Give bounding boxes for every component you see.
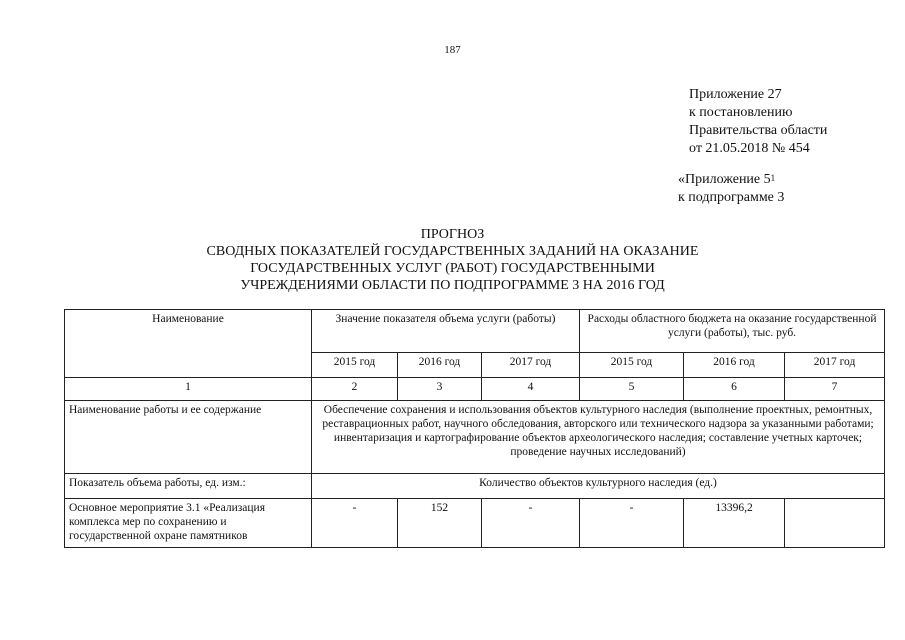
activity-value: 152 [398,499,482,548]
sub-appendix-superscript: 1 [770,173,776,183]
header-name: Наименование [65,310,312,378]
document-title [0,226,905,294]
appendix-line-1: Приложение 27 [689,87,782,102]
activity-name: Основное мероприятие 3.1 «Реализация комплекса мер по сохранению и государственной охране памятников [65,499,312,548]
table-row-work [65,401,885,474]
title-line-1: ПРОГНОЗ [420,227,485,242]
sub-appendix-block [678,171,784,207]
column-number: 6 [684,378,785,401]
table-column-numbers-row [65,378,885,401]
activity-value: - [312,499,398,548]
column-number: 7 [785,378,885,401]
year-cell: 2016 год [684,353,785,378]
appendix-line-4: от 21.05.2018 № 454 [689,141,810,156]
sub-appendix-line-2: к подпрограмме 3 [678,190,785,205]
work-content: Обеспечение сохранения и использования объектов культурного наследия (выполнение проектных, ремонтных, реставрационных работ, научного обследования, авторского или технического надзора за указанными работами; инвентаризация и картографирование объектов археологического наследия; составление учетных карточек; проведение научных исследований) [312,401,885,474]
sub-appendix-prefix: «Приложение 5 [678,172,771,187]
year-cell: 2016 год [398,353,482,378]
column-number: 1 [65,378,312,401]
column-number: 3 [398,378,482,401]
appendix-line-2: к постановлению [689,105,793,120]
title-line-4: УЧРЕЖДЕНИЯМИ ОБЛАСТИ ПО ПОДПРОГРАММЕ 3 НА 2016 ГОД [240,278,665,293]
column-number: 2 [312,378,398,401]
year-cell: 2015 год [580,353,684,378]
title-line-3: ГОСУДАРСТВЕННЫХ УСЛУГ (РАБОТ) ГОСУДАРСТВЕННЫМИ [250,261,655,276]
table-row-indicator [65,474,885,499]
activity-value: - [580,499,684,548]
title-line-2: СВОДНЫХ ПОКАЗАТЕЛЕЙ ГОСУДАРСТВЕННЫХ ЗАДАНИЙ НА ОКАЗАНИЕ [206,244,699,259]
page-number: 187 [444,44,461,56]
table-header-row [65,310,885,353]
year-cell: 2017 год [482,353,580,378]
appendix-line-3: Правительства области [689,123,828,138]
sub-appendix-line-1 [678,171,784,189]
table-row-activity [65,499,885,548]
indicator-label: Показатель объема работы, ед. изм.: [65,474,312,499]
year-cell: 2017 год [785,353,885,378]
appendix-block [689,86,827,158]
work-label: Наименование работы и ее содержание [65,401,312,474]
forecast-table [64,309,885,548]
activity-value [785,499,885,548]
year-cell: 2015 год [312,353,398,378]
activity-value: - [482,499,580,548]
indicator-value: Количество объектов культурного наследия (ед.) [312,474,885,499]
activity-value: 13396,2 [684,499,785,548]
header-expenses: Расходы областного бюджета на оказание государственной услуги (работы), тыс. руб. [580,310,885,353]
column-number: 5 [580,378,684,401]
column-number: 4 [482,378,580,401]
header-volume: Значение показателя объема услуги (работы) [312,310,580,353]
